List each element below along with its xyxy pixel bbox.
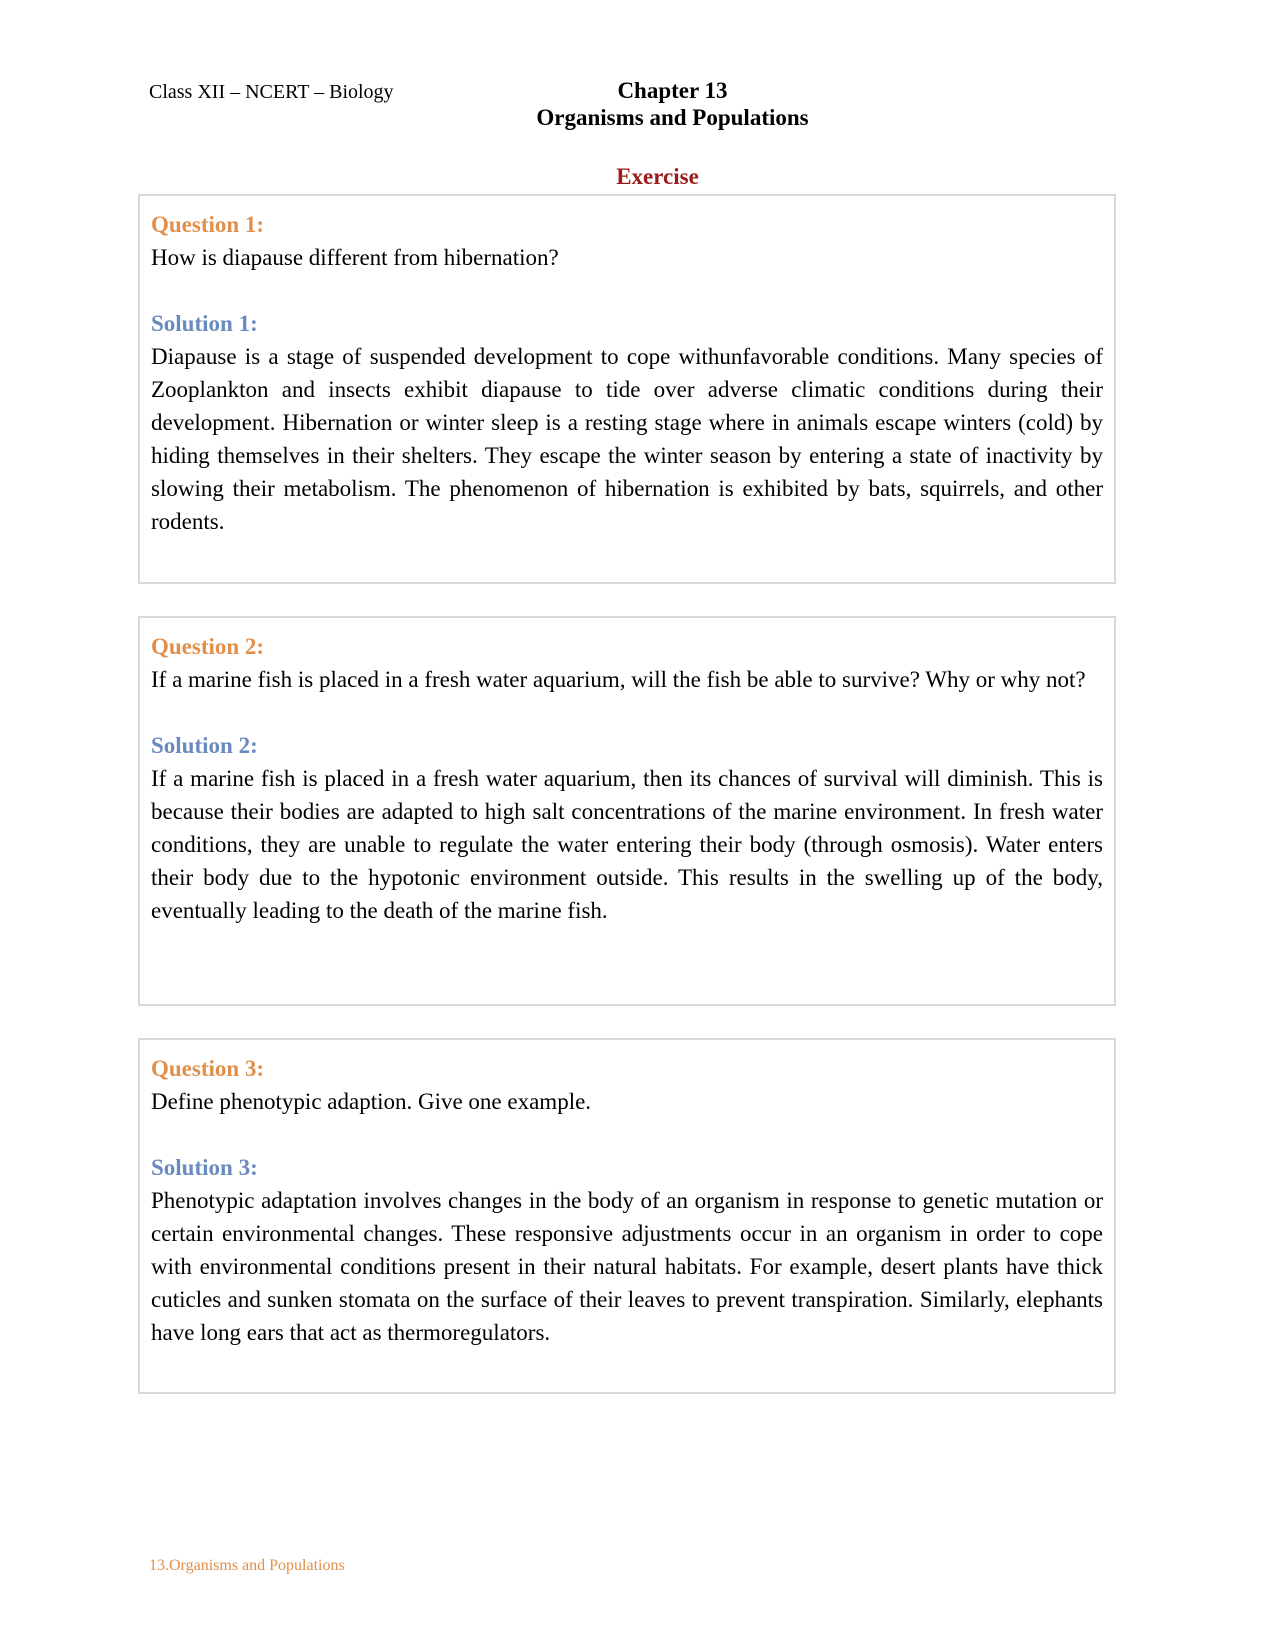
qa-box-2 (138, 616, 1116, 1006)
question-text: If a marine fish is placed in a fresh water aquarium, will the fish be able to survive? Why or why not? (151, 667, 1086, 692)
qa-box-3 (138, 1038, 1116, 1394)
chapter-title: Organisms and Populations (536, 105, 809, 130)
header-chapter-block (500, 77, 845, 131)
solution-text: Diapause is a stage of suspended development to cope withunfavorable conditions. Many species of Zooplankton and insects exhibit diapause to tide over adverse climatic conditions during their development. Hibernation or winter sleep is a resting stage where in animals escape winters (cold) by hiding themselves in their shelters. They escape the winter season by entering a state of inactivity by slowing their metabolism. The phenomenon of hibernation is exhibited by bats, squirrels, and other rodents. (151, 344, 1103, 534)
page-footer: 13.Organisms and Populations (149, 1557, 345, 1574)
solution-label: Solution 3: (151, 1155, 258, 1180)
solution-text: Phenotypic adaptation involves changes in the body of an organism in response to genetic mutation or certain environmental changes. These responsive adjustments occur in an organism in order to cope with environmental conditions present in their natural habitats. For example, desert plants have thick cuticles and sunken stomata on the surface of their leaves to prevent transpiration. Similarly, elephants have long ears that act as thermoregulators. (151, 1188, 1103, 1345)
question-label: Question 2: (151, 634, 265, 659)
chapter-number: Chapter 13 (617, 78, 728, 103)
question-text: How is diapause different from hibernation? (151, 245, 559, 270)
question-label: Question 1: (151, 212, 265, 237)
spacer (151, 696, 1103, 729)
solution-text: If a marine fish is placed in a fresh water aquarium, then its chances of survival will diminish. This is because their bodies are adapted to high salt concentrations of the marine environment. In fresh water conditions, they are unable to regulate the water entering their body (through osmosis). Water enters their body due to the hypotonic environment outside. This results in the swelling up of the body, eventually leading to the death of the marine fish. (151, 766, 1103, 923)
spacer (151, 274, 1103, 307)
exercise-title: Exercise (616, 164, 699, 189)
solution-label: Solution 1: (151, 311, 258, 336)
header-class-label: Class XII – NCERT – Biology (149, 81, 394, 103)
question-text: Define phenotypic adaption. Give one example. (151, 1089, 592, 1114)
question-label: Question 3: (151, 1056, 265, 1081)
qa-box-1 (138, 194, 1116, 584)
solution-label: Solution 2: (151, 733, 258, 758)
spacer (151, 1118, 1103, 1151)
